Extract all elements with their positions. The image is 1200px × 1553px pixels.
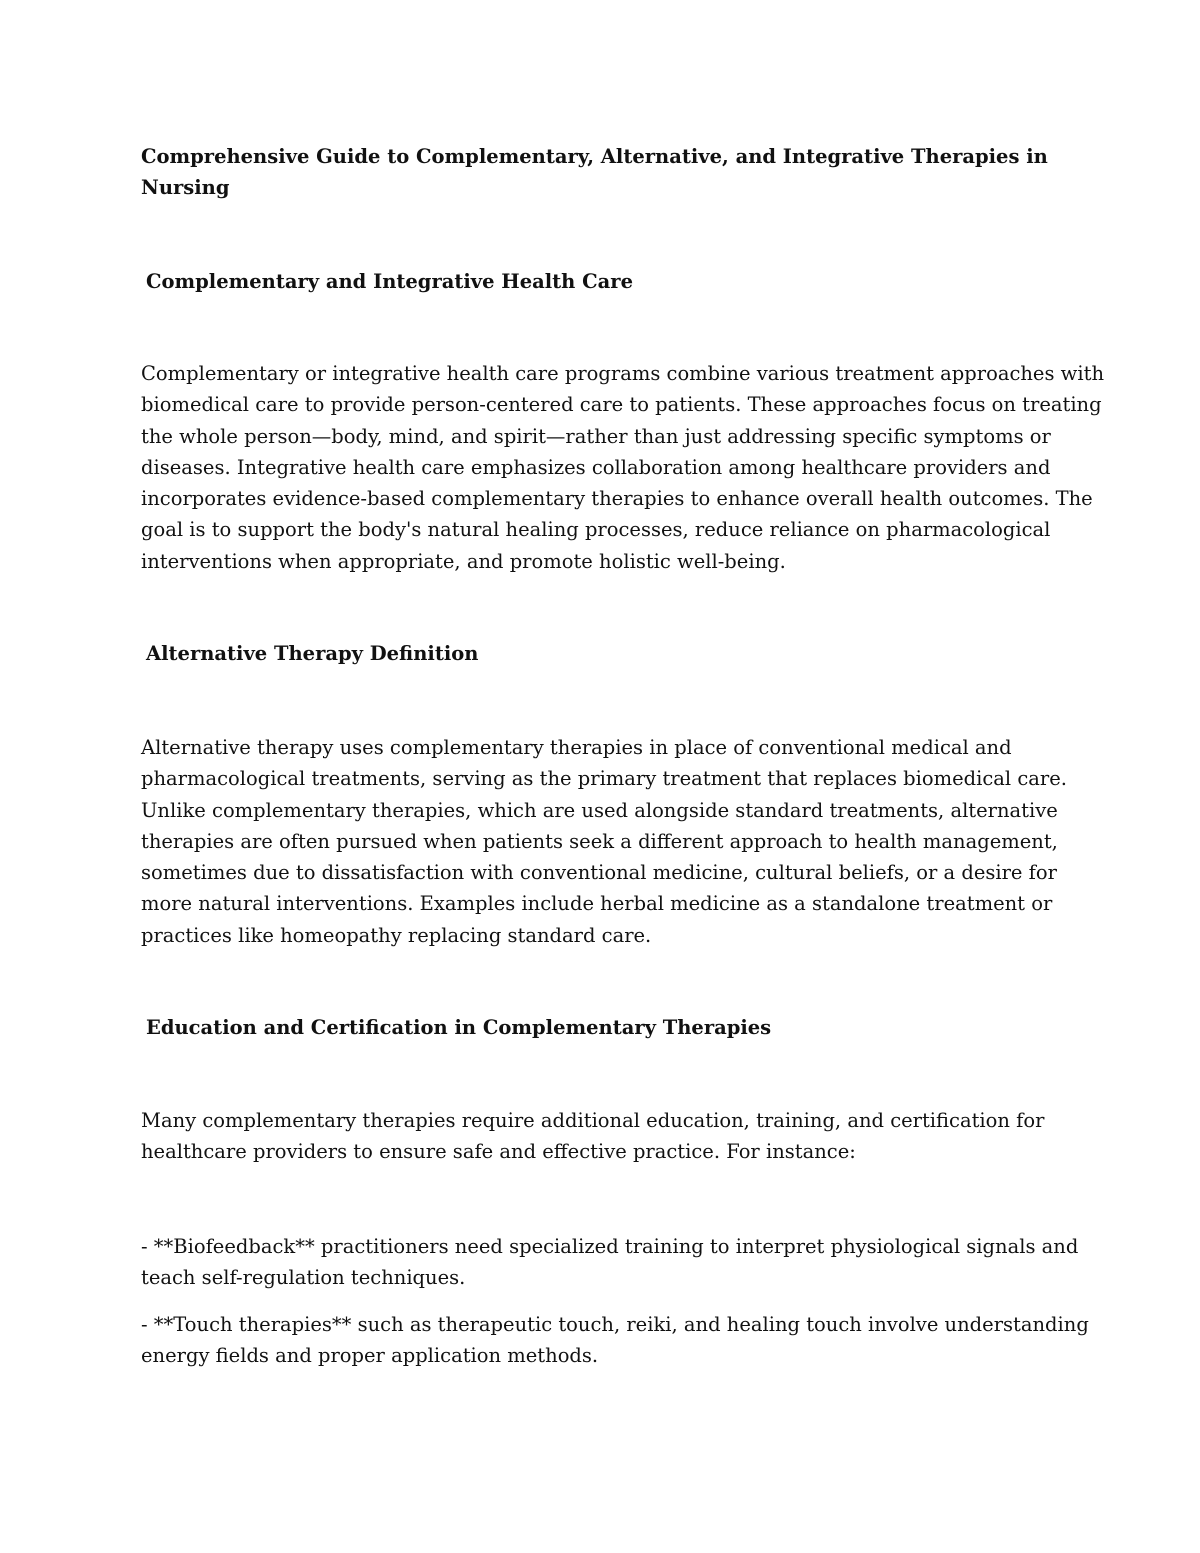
section-paragraph-education xyxy=(141,1105,1051,1168)
paragraph-line: more natural interventions. Examples include herbal medicine as a standalone treatment or xyxy=(141,892,1053,916)
paragraph-line: practices like homeopathy replacing standard care. xyxy=(141,923,652,947)
bullet-line: - **Touch therapies** such as therapeutic touch, reiki, and healing touch involve understanding xyxy=(141,1313,1089,1336)
paragraph-line: therapies are often pursued when patients seek a different approach to health management, xyxy=(141,829,1058,853)
section-heading-complementary: Complementary and Integrative Health Care xyxy=(146,270,633,293)
paragraph-line: pharmacological treatments, serving as the primary treatment that replaces biomedical care. xyxy=(141,767,1067,791)
paragraph-line: the whole person—body, mind, and spirit—rather than just addressing specific symptoms or xyxy=(141,424,1051,448)
bullet-line: - **Biofeedback** practitioners need specialized training to interpret physiological signals and xyxy=(141,1235,1079,1258)
bullet-item-biofeedback xyxy=(141,1231,1079,1294)
paragraph-line: sometimes due to dissatisfaction with conventional medicine, cultural beliefs, or a desire for xyxy=(141,861,1057,885)
section-heading-education: Education and Certification in Complementary Therapies xyxy=(146,1016,772,1039)
section-heading-alternative: Alternative Therapy Definition xyxy=(146,642,479,665)
paragraph-line: Complementary or integrative health care programs combine various treatment approaches with xyxy=(141,362,1105,385)
paragraph-line: goal is to support the body's natural healing processes, reduce reliance on pharmacological xyxy=(141,518,1051,542)
paragraph-line: interventions when appropriate, and promote holistic well-being. xyxy=(141,549,786,573)
paragraph-line: biomedical care to provide person-centered care to patients. These approaches focus on treating xyxy=(141,393,1102,417)
bullet-line: energy fields and proper application methods. xyxy=(141,1344,599,1368)
title-line-1: Comprehensive Guide to Complementary, Alternative, and Integrative Therapies in xyxy=(141,145,1048,168)
paragraph-line: healthcare providers to ensure safe and effective practice. For instance: xyxy=(141,1140,856,1164)
bullet-item-touch-therapies xyxy=(141,1309,1089,1372)
document-title xyxy=(141,141,1048,203)
paragraph-line: Many complementary therapies require additional education, training, and certification for xyxy=(141,1109,1045,1132)
paragraph-line: Alternative therapy uses complementary therapies in place of conventional medical and xyxy=(141,736,1012,759)
paragraph-line: Unlike complementary therapies, which are used alongside standard treatments, alternative xyxy=(141,798,1058,822)
paragraph-line: incorporates evidence-based complementary therapies to enhance overall health outcomes. The xyxy=(141,487,1093,511)
section-paragraph-alternative xyxy=(141,732,1067,951)
section-paragraph-complementary xyxy=(141,358,1105,577)
bullet-line: teach self-regulation techniques. xyxy=(141,1266,466,1290)
paragraph-line: diseases. Integrative health care emphasizes collaboration among healthcare providers and xyxy=(141,455,1051,479)
title-line-2: Nursing xyxy=(141,176,230,199)
